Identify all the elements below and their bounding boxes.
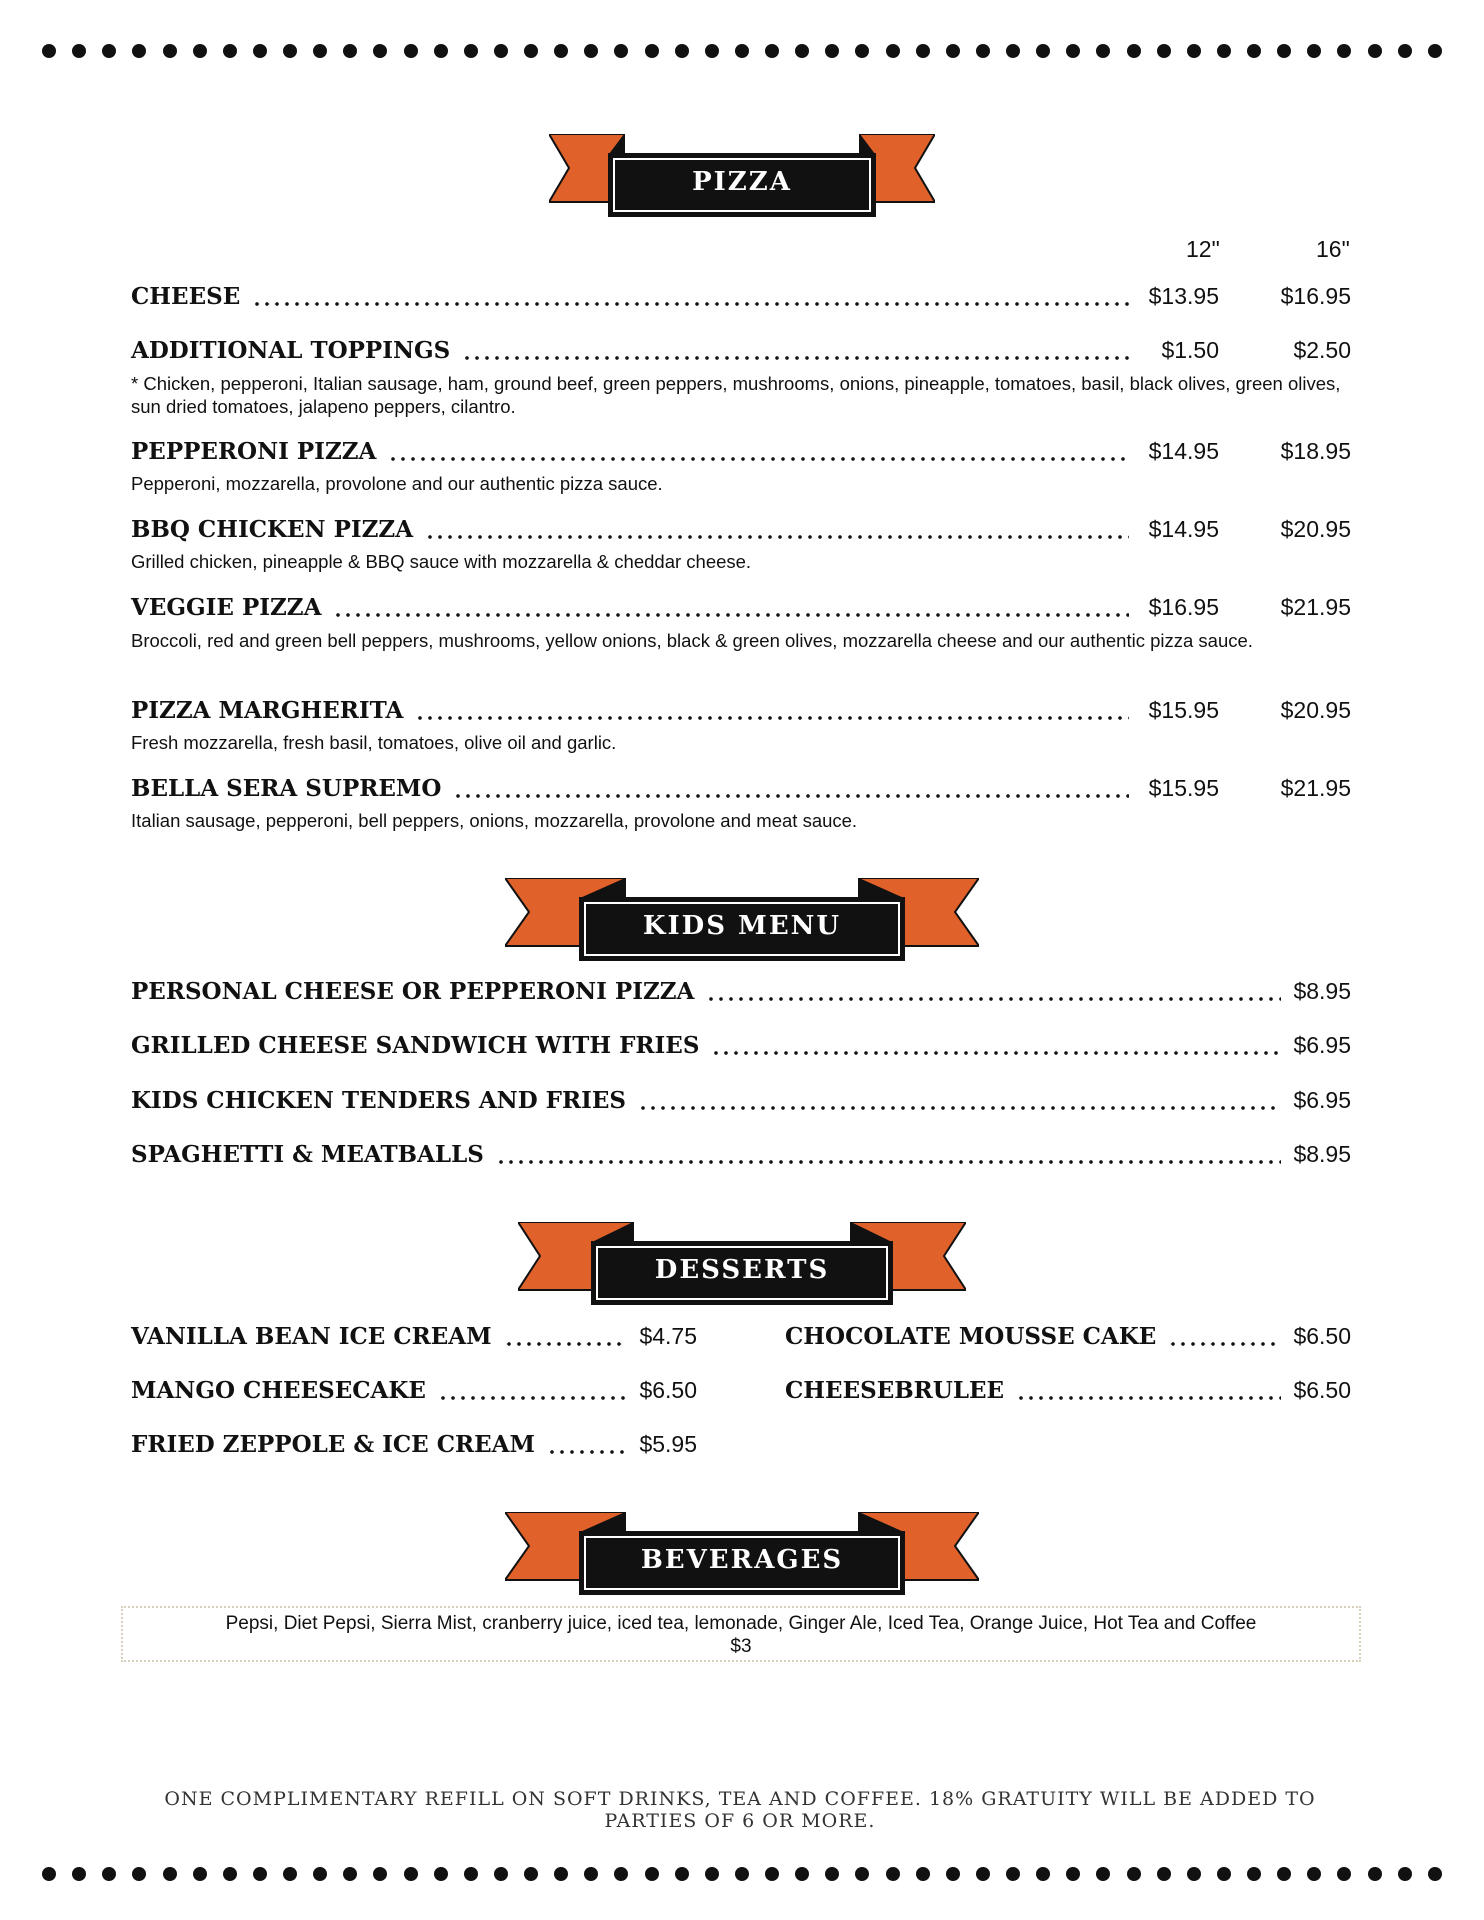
border-dot	[1307, 44, 1321, 58]
border-dot	[434, 1867, 448, 1881]
border-dot	[1217, 1867, 1231, 1881]
menu-item-description: Pepperoni, mozzarella, provolone and our authentic pizza sauce.	[131, 473, 663, 494]
border-dot	[1337, 44, 1351, 58]
price: $6.50	[639, 1377, 697, 1403]
border-dot	[253, 44, 267, 58]
border-dot	[102, 1867, 116, 1881]
menu-item-name: CHEESE	[131, 283, 241, 310]
menu-item-description: * Chicken, pepperoni, Italian sausage, ham, ground beef, green peppers, mushrooms, onions, pineapple, tomatoes, basil, black olives, green olives, sun dried tomatoes, jalapeno peppers, cilantro.	[131, 373, 1341, 417]
dot-leader	[252, 301, 1129, 307]
menu-item-row	[131, 775, 1351, 802]
border-dot	[795, 44, 809, 58]
menu-item-name: GRILLED CHEESE SANDWICH WITH FRIES	[131, 1032, 700, 1059]
border-dot	[735, 1867, 749, 1881]
beverages-box	[121, 1606, 1361, 1662]
dot-leader	[453, 793, 1129, 799]
dot-leader	[547, 1449, 627, 1455]
border-dot	[1096, 44, 1110, 58]
price-12-inch: $14.95	[1148, 516, 1219, 542]
beverages-price: $3	[730, 1636, 752, 1657]
price-16-inch: $21.95	[1280, 594, 1351, 620]
menu-item-name: CHEESEBRULEE	[785, 1377, 1005, 1404]
border-dot	[855, 1867, 869, 1881]
border-dot	[1277, 44, 1291, 58]
menu-item-row	[785, 1323, 1351, 1350]
menu-item-name: KIDS CHICKEN TENDERS AND FRIES	[131, 1087, 627, 1114]
border-dot	[735, 44, 749, 58]
border-dot	[1096, 1867, 1110, 1881]
border-dot	[464, 44, 478, 58]
border-dot	[1337, 1867, 1351, 1881]
border-dot	[404, 1867, 418, 1881]
border-dot	[1157, 44, 1171, 58]
menu-item-row	[785, 1377, 1351, 1404]
menu-item-row	[131, 1032, 1351, 1059]
menu-item-name: PERSONAL CHEESE OR PEPPERONI PIZZA	[131, 978, 695, 1005]
border-dot	[705, 1867, 719, 1881]
border-dot	[163, 44, 177, 58]
price-16-inch: $16.95	[1280, 283, 1351, 309]
border-dot	[946, 44, 960, 58]
border-dot	[916, 44, 930, 58]
border-dot	[554, 44, 568, 58]
border-dot	[102, 44, 116, 58]
dot-leader	[438, 1395, 628, 1401]
menu-item-row	[131, 438, 1351, 465]
border-dot	[494, 44, 508, 58]
border-dot	[886, 44, 900, 58]
dot-leader	[638, 1105, 1281, 1111]
menu-item-name: ADDITIONAL TOPPINGS	[131, 337, 451, 364]
menu-item-name: PEPPERONI PIZZA	[131, 438, 377, 465]
border-dot	[132, 1867, 146, 1881]
dot-leader	[706, 996, 1281, 1002]
price-12-inch: $15.95	[1148, 697, 1219, 723]
border-dot	[464, 1867, 478, 1881]
border-dot	[916, 1867, 930, 1881]
price: $5.95	[639, 1431, 697, 1457]
price: $8.95	[1293, 978, 1351, 1004]
price: $6.95	[1293, 1032, 1351, 1058]
border-dot	[132, 44, 146, 58]
border-dot	[855, 44, 869, 58]
price-12-inch: $15.95	[1148, 775, 1219, 801]
border-dot	[976, 44, 990, 58]
menu-item-row	[131, 594, 1351, 621]
menu-item-row	[131, 283, 1351, 310]
border-dot	[1428, 1867, 1442, 1881]
border-dot	[494, 1867, 508, 1881]
border-dot	[1398, 44, 1412, 58]
beverages-list: Pepsi, Diet Pepsi, Sierra Mist, cranberry juice, iced tea, lemonade, Ginger Ale, Iced Tea, Orange Juice, Hot Tea and Coffee	[225, 1613, 1257, 1634]
menu-item-name: VANILLA BEAN ICE CREAM	[131, 1323, 492, 1350]
dot-leader	[415, 715, 1129, 721]
border-dot	[283, 1867, 297, 1881]
price-16-inch: $18.95	[1280, 438, 1351, 464]
border-dot	[524, 1867, 538, 1881]
border-dot	[1066, 44, 1080, 58]
border-dot	[42, 44, 56, 58]
border-dot	[1368, 44, 1382, 58]
border-dot	[946, 1867, 960, 1881]
price-12-inch: $13.95	[1148, 283, 1219, 309]
border-dot	[193, 44, 207, 58]
menu-item-name: SPAGHETTI & MEATBALLS	[131, 1141, 484, 1168]
border-dot	[193, 1867, 207, 1881]
border-dot	[584, 1867, 598, 1881]
border-dot	[675, 1867, 689, 1881]
menu-item-name: PIZZA MARGHERITA	[131, 697, 404, 724]
border-dot	[976, 1867, 990, 1881]
size-header-12: 12"	[1186, 236, 1220, 262]
border-dot	[1187, 44, 1201, 58]
menu-item-name: CHOCOLATE MOUSSE CAKE	[785, 1323, 1157, 1350]
menu-item-description: Fresh mozzarella, fresh basil, tomatoes, olive oil and garlic.	[131, 732, 617, 753]
border-dot	[1157, 1867, 1171, 1881]
price: $8.95	[1293, 1141, 1351, 1167]
dot-leader	[425, 534, 1129, 540]
border-dot	[705, 44, 719, 58]
border-dot	[373, 1867, 387, 1881]
border-dot	[1036, 1867, 1050, 1881]
border-dot	[886, 1867, 900, 1881]
border-dot	[1066, 1867, 1080, 1881]
menu-item-row	[131, 1323, 697, 1350]
border-dot	[825, 44, 839, 58]
price-16-inch: $20.95	[1280, 697, 1351, 723]
menu-item-row	[131, 1431, 697, 1458]
menu-item-name: MANGO CHEESECAKE	[131, 1377, 426, 1404]
border-dot	[283, 44, 297, 58]
border-dot	[1127, 44, 1141, 58]
dot-leader	[462, 355, 1129, 361]
pizza-banner	[549, 134, 935, 218]
border-dot	[72, 44, 86, 58]
border-dot	[434, 44, 448, 58]
size-header-16: 16"	[1316, 236, 1350, 262]
dot-leader	[711, 1050, 1281, 1056]
menu-item-row	[131, 516, 1351, 543]
menu-item-description: Broccoli, red and green bell peppers, mushrooms, yellow onions, black & green olives, mozzarella cheese and our authentic pizza sauce.	[131, 630, 1253, 651]
menu-item-description: Grilled chicken, pineapple & BBQ sauce with mozzarella & cheddar cheese.	[131, 551, 752, 572]
border-dot	[1247, 44, 1261, 58]
menu-item-row	[131, 337, 1351, 364]
bottom-dot-border	[42, 1867, 1442, 1883]
dot-leader	[504, 1341, 628, 1347]
menu-item-row	[131, 1377, 697, 1404]
menu-item-row	[131, 1141, 1351, 1168]
menu-item-name: BBQ CHICKEN PIZZA	[131, 516, 414, 543]
kids-menu-banner	[505, 878, 979, 962]
border-dot	[795, 1867, 809, 1881]
border-dot	[675, 44, 689, 58]
border-dot	[1187, 1867, 1201, 1881]
border-dot	[1006, 44, 1020, 58]
border-dot	[1428, 44, 1442, 58]
price: $6.50	[1293, 1323, 1351, 1349]
border-dot	[524, 44, 538, 58]
border-dot	[404, 44, 418, 58]
border-dot	[645, 1867, 659, 1881]
section-title-kids: KIDS MENU	[642, 911, 842, 941]
menu-item-row	[131, 978, 1351, 1005]
price-12-inch: $1.50	[1161, 337, 1219, 363]
menu-item-name: VEGGIE PIZZA	[131, 594, 322, 621]
section-title-beverages: BEVERAGES	[640, 1545, 844, 1575]
menu-item-name: BELLA SERA SUPREMO	[131, 775, 442, 802]
border-dot	[1307, 1867, 1321, 1881]
top-dot-border	[42, 44, 1442, 60]
border-dot	[645, 44, 659, 58]
section-title-desserts: DESSERTS	[654, 1255, 830, 1285]
border-dot	[313, 44, 327, 58]
border-dot	[42, 1867, 56, 1881]
border-dot	[343, 1867, 357, 1881]
border-dot	[373, 44, 387, 58]
menu-item-row	[131, 1087, 1351, 1114]
border-dot	[614, 44, 628, 58]
desserts-banner	[518, 1222, 966, 1306]
border-dot	[1277, 1867, 1291, 1881]
section-title-pizza: PIZZA	[692, 167, 792, 197]
menu-item-row	[131, 697, 1351, 724]
border-dot	[253, 1867, 267, 1881]
border-dot	[1127, 1867, 1141, 1881]
menu-item-description: Italian sausage, pepperoni, bell peppers, onions, mozzarella, provolone and meat sauce.	[131, 810, 858, 831]
dot-leader	[496, 1159, 1282, 1165]
dot-leader	[388, 456, 1129, 462]
menu-item-name: FRIED ZEPPOLE & ICE CREAM	[131, 1431, 535, 1458]
border-dot	[614, 1867, 628, 1881]
price-12-inch: $16.95	[1148, 594, 1219, 620]
price-16-inch: $2.50	[1293, 337, 1351, 363]
border-dot	[313, 1867, 327, 1881]
border-dot	[223, 1867, 237, 1881]
border-dot	[223, 44, 237, 58]
dot-leader	[1168, 1341, 1281, 1347]
border-dot	[1398, 1867, 1412, 1881]
border-dot	[1247, 1867, 1261, 1881]
dot-leader	[1016, 1395, 1281, 1401]
border-dot	[1006, 1867, 1020, 1881]
footer-note: ONE COMPLIMENTARY REFILL ON SOFT DRINKS, TEA AND COFFEE. 18% GRATUITY WILL BE ADDED TO PARTIES OF 6 OR MORE.	[164, 1788, 1316, 1832]
border-dot	[1217, 44, 1231, 58]
border-dot	[72, 1867, 86, 1881]
price-16-inch: $21.95	[1280, 775, 1351, 801]
border-dot	[163, 1867, 177, 1881]
border-dot	[1368, 1867, 1382, 1881]
price-16-inch: $20.95	[1280, 516, 1351, 542]
border-dot	[584, 44, 598, 58]
border-dot	[765, 44, 779, 58]
price: $6.50	[1293, 1377, 1351, 1403]
border-dot	[554, 1867, 568, 1881]
price: $4.75	[639, 1323, 697, 1349]
price: $6.95	[1293, 1087, 1351, 1113]
price-12-inch: $14.95	[1148, 438, 1219, 464]
dot-leader	[333, 612, 1129, 618]
border-dot	[343, 44, 357, 58]
beverages-banner	[505, 1512, 979, 1596]
border-dot	[1036, 44, 1050, 58]
border-dot	[765, 1867, 779, 1881]
border-dot	[825, 1867, 839, 1881]
